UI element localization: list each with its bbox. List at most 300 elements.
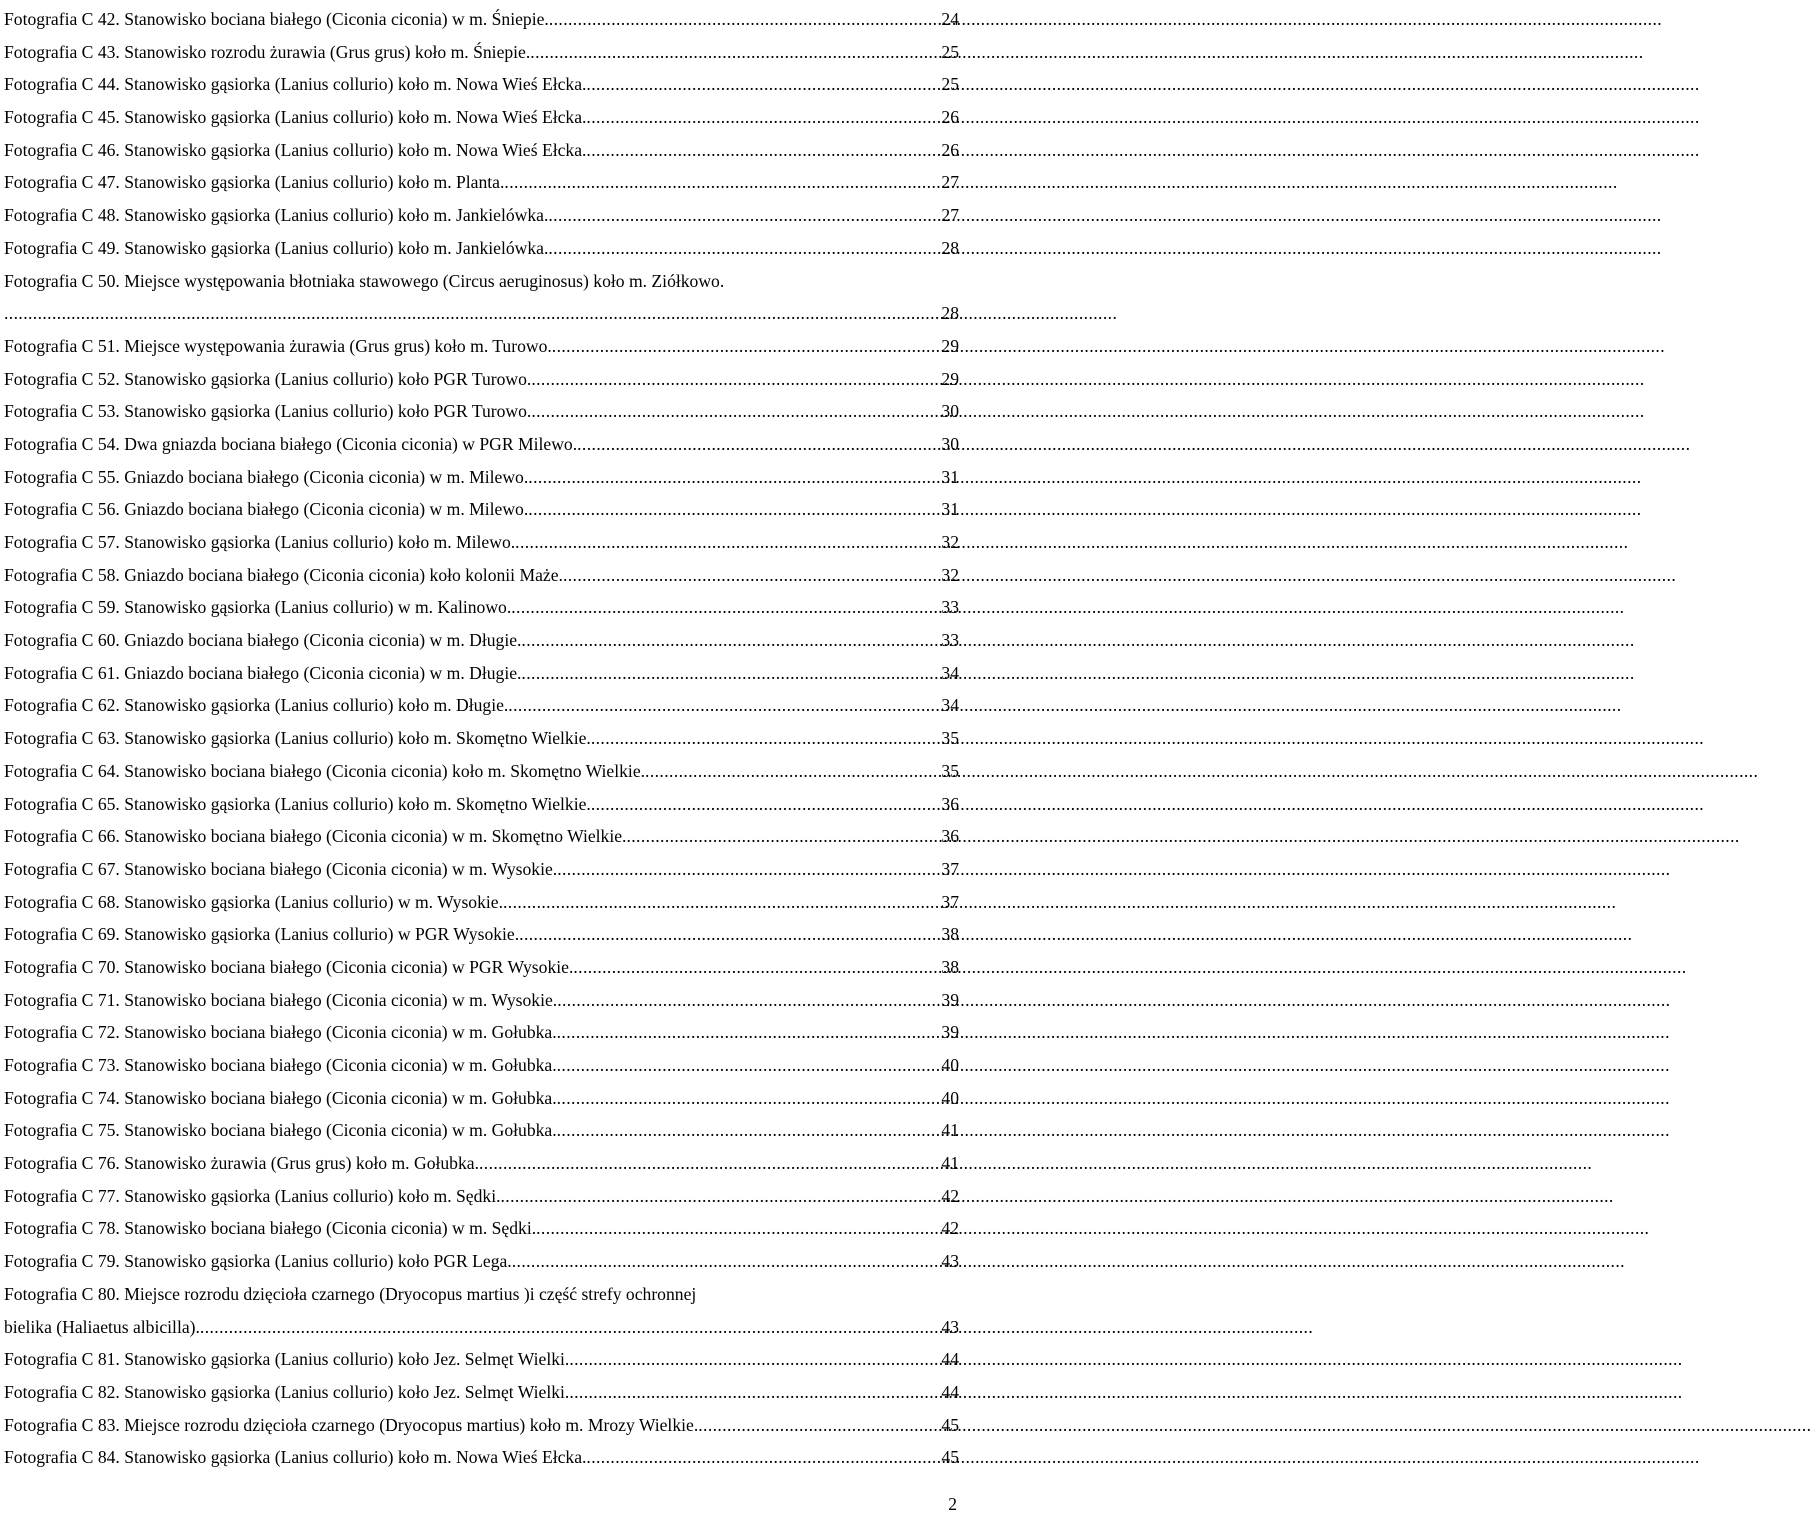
toc-entry-title: Stanowisko gąsiorka (Lanius collurio) koło Jez. Selmęt Wielki. (124, 1381, 570, 1402)
toc-entry-label: Fotografia C 55. (4, 466, 120, 487)
toc-leader-dots (503, 886, 939, 919)
toc-entry-label: Fotografia C 42. (4, 9, 120, 29)
toc-entry-text (4, 1441, 586, 1474)
toc-entry-page: 24 (941, 9, 959, 29)
toc-entry-page: 29 (941, 335, 959, 356)
toc-leader-dots (563, 559, 939, 592)
toc-entry-page: 32 (941, 532, 959, 553)
toc-leader-dots (569, 1376, 939, 1409)
toc-leader-dots (521, 624, 939, 657)
toc-leader-dots (557, 1114, 940, 1147)
toc-entry-line (4, 1343, 959, 1376)
toc-entry-text (4, 591, 511, 624)
toc-entry-title: Miejsce występowania błotniaka stawowego (Circus aeruginosus) koło m. Ziółkowo. (124, 270, 725, 291)
toc-entry-label: Fotografia C 63. (4, 728, 120, 749)
toc-entry-title: Stanowisko gąsiorka (Lanius collurio) koło PGR Lega. (124, 1251, 512, 1272)
toc-entry-page: 38 (941, 956, 959, 977)
toc-entry-label: Fotografia C 70. (4, 956, 120, 977)
toc-entry-title: Gniazdo bociana białego (Ciconia ciconia) w m. Długie. (124, 662, 522, 683)
toc-entry-label: Fotografia C 77. (4, 1185, 120, 1206)
toc-entry-title: Stanowisko bociana białego (Ciconia ciconia) w m. Śniepie. (124, 9, 549, 29)
toc-entry-line (4, 265, 959, 298)
toc-entry-line (4, 101, 959, 134)
toc-entry-line (4, 788, 959, 821)
toc-entry[interactable] (4, 1016, 959, 1049)
toc-entry-line (4, 330, 959, 363)
toc-leader-dots (569, 1343, 939, 1376)
toc-entry-text (4, 788, 591, 821)
toc-entry-text (4, 493, 528, 526)
toc-entry-line (4, 36, 959, 69)
toc-entry[interactable] (4, 36, 959, 69)
toc-entry-text (4, 755, 645, 788)
toc-entry-label: Fotografia C 53. (4, 401, 120, 422)
toc-entry[interactable] (4, 591, 959, 624)
toc-entry-page: 37 (941, 858, 959, 879)
toc-entry-title: Stanowisko gąsiorka (Lanius collurio) koło Jez. Selmęt Wielki. (124, 1349, 570, 1370)
toc-entry-page: 34 (941, 662, 959, 683)
toc-leader-dots (557, 1082, 940, 1115)
toc-entry-label: Fotografia C 64. (4, 760, 120, 781)
toc-leader-dots (528, 461, 939, 494)
toc-entry[interactable] (4, 493, 959, 526)
toc-entry-text (4, 68, 586, 101)
toc-entry-line (4, 984, 959, 1017)
toc-entry-title: Miejsce rozrodu dzięcioła czarnego (Dryocopus martius) koło m. Mrozy Wielkie. (124, 1414, 699, 1435)
toc-entry-text (4, 134, 586, 167)
toc-leader-dots (512, 1245, 940, 1278)
toc-entry[interactable] (4, 1376, 959, 1409)
toc-entry-title: Stanowisko gąsiorka (Lanius collurio) koło m. Milewo. (124, 532, 516, 553)
toc-entry-label: Fotografia C 68. (4, 891, 120, 912)
toc-entry-line (4, 853, 959, 886)
toc-leader-dots (557, 853, 939, 886)
toc-entry-page: 40 (941, 1055, 959, 1076)
toc-entry-text (4, 559, 563, 592)
toc-entry-line (4, 1278, 959, 1311)
toc-entry-label: Fotografia C 43. (4, 41, 120, 62)
toc-entry-page: 44 (941, 1381, 959, 1402)
toc-entry-label: Fotografia C 44. (4, 74, 120, 95)
toc-entry-page: 37 (941, 891, 959, 912)
toc-leader-dots (577, 428, 939, 461)
toc-entry-line (4, 428, 959, 461)
toc-entry-title: Stanowisko bociana białego (Ciconia ciconia) w m. Sędki. (124, 1218, 537, 1239)
toc-entry[interactable] (4, 1278, 959, 1343)
toc-entry-label: Fotografia C 59. (4, 597, 120, 618)
toc-leader-dots (626, 820, 939, 853)
toc-leader-dots (519, 918, 939, 951)
toc-entry-title: Stanowisko bociana białego (Ciconia ciconia) w PGR Wysokie. (124, 956, 574, 977)
toc-entry[interactable] (4, 951, 959, 984)
toc-entry-label: Fotografia C 66. (4, 826, 120, 847)
toc-entry-title: Stanowisko żurawia (Grus grus) koło m. Gołubka. (124, 1153, 479, 1174)
toc-entry-title: Stanowisko rozrodu żurawia (Grus grus) koło m. Śniepie. (124, 41, 531, 62)
toc-entry[interactable] (4, 68, 959, 101)
toc-entry-page: 36 (941, 793, 959, 814)
toc-entry-line (4, 232, 959, 265)
toc-entry-label: Fotografia C 57. (4, 532, 120, 553)
toc-leader-dots (645, 755, 939, 788)
toc-leader-dots (531, 363, 939, 396)
toc-entry-title: Stanowisko gąsiorka (Lanius collurio) koło m. Jankielówka. (124, 237, 549, 258)
toc-entry-line (4, 166, 959, 199)
toc-entry-text (4, 1082, 557, 1115)
toc-leader-dots (698, 1409, 939, 1442)
toc-leader-dots (586, 101, 939, 134)
toc-entry-line (4, 526, 959, 559)
toc-entry-text (4, 395, 531, 428)
toc-entry-page: 42 (941, 1218, 959, 1239)
toc-entry-page: 36 (941, 826, 959, 847)
toc-entry-title: Stanowisko bociana białego (Ciconia ciconia) w m. Gołubka. (124, 1120, 557, 1141)
toc-leader-dots (586, 68, 939, 101)
toc-entry[interactable] (4, 820, 959, 853)
toc-entry-label: Fotografia C 82. (4, 1381, 120, 1402)
toc-leader-dots (500, 1180, 939, 1213)
toc-entry-title: Gniazdo bociana białego (Ciconia ciconia) w m. Milewo. (124, 466, 529, 487)
toc-entry[interactable] (4, 1409, 959, 1442)
toc-entry-label: Fotografia C 72. (4, 1022, 120, 1043)
toc-entry-text (4, 199, 548, 232)
toc-leader-dots (591, 788, 940, 821)
toc-entry-page: 44 (941, 1349, 959, 1370)
toc-entry-text (4, 722, 591, 755)
toc-entry-title: Gniazdo bociana białego (Ciconia ciconia) koło kolonii Maże. (124, 564, 563, 585)
toc-entry[interactable] (4, 1049, 959, 1082)
toc-entry[interactable] (4, 526, 959, 559)
toc-entry[interactable] (4, 232, 959, 265)
toc-entry-page: 30 (941, 401, 959, 422)
toc-entry-title: Stanowisko gąsiorka (Lanius collurio) koło m. Sędki. (124, 1185, 501, 1206)
toc-entry[interactable] (4, 624, 959, 657)
toc-entry-title: Stanowisko gąsiorka (Lanius collurio) w m. Kalinowo. (124, 597, 512, 618)
toc-entry[interactable] (4, 199, 959, 232)
toc-entry-line (4, 493, 959, 526)
toc-entry-text (4, 461, 528, 494)
toc-entry-line (4, 1311, 959, 1344)
toc-entry-page: 35 (941, 760, 959, 781)
table-of-contents (4, 3, 959, 1474)
toc-entry-label: Fotografia C 61. (4, 662, 120, 683)
toc-entry-page: 39 (941, 1022, 959, 1043)
toc-leader-dots (586, 134, 939, 167)
toc-entry-text (4, 853, 557, 886)
toc-entry-page: 29 (941, 368, 959, 389)
toc-entry-page: 43 (941, 1316, 959, 1337)
toc-entry-title: Miejsce rozrodu dzięcioła czarnego (Dryocopus martius )i część strefy ochronnej (124, 1283, 697, 1304)
toc-entry-line (4, 886, 959, 919)
toc-leader-dots (548, 232, 939, 265)
toc-leader-dots (511, 591, 939, 624)
toc-leader-dots (515, 526, 939, 559)
page-number: 2 (948, 1494, 957, 1514)
toc-entry-page: 26 (941, 107, 959, 128)
toc-entry[interactable] (4, 1212, 959, 1245)
toc-entry-title: Miejsce występowania żurawia (Grus grus) koło m. Turowo. (124, 335, 552, 356)
toc-entry-title: Stanowisko gąsiorka (Lanius collurio) w PGR Wysokie. (124, 924, 520, 945)
toc-entry[interactable] (4, 166, 959, 199)
toc-entry-line (4, 363, 959, 396)
toc-entry-page: 35 (941, 728, 959, 749)
toc-entry-text (4, 101, 586, 134)
toc-entry[interactable] (4, 1180, 959, 1213)
toc-entry-text (4, 166, 504, 199)
toc-entry-title: Dwa gniazda bociana białego (Ciconia ciconia) w PGR Milewo. (124, 433, 578, 454)
toc-entry-line (4, 722, 959, 755)
toc-entry-line (4, 624, 959, 657)
toc-entry-title: Stanowisko gąsiorka (Lanius collurio) koło m. Nowa Wieś Ełcka. (124, 74, 587, 95)
toc-entry-text (4, 657, 521, 690)
toc-entry-label: Fotografia C 79. (4, 1251, 120, 1272)
toc-entry-line (4, 1441, 959, 1474)
toc-entry-title: Stanowisko bociana białego (Ciconia ciconia) w m. Skomętno Wielkie. (124, 826, 627, 847)
toc-entry-title: Stanowisko gąsiorka (Lanius collurio) koło m. Skomętno Wielkie. (124, 793, 591, 814)
toc-entry-line (4, 1409, 959, 1442)
toc-entry-title: Stanowisko gąsiorka (Lanius collurio) koło PGR Turowo. (124, 368, 532, 389)
toc-entry[interactable] (4, 134, 959, 167)
toc-leader-dots (586, 1441, 939, 1474)
toc-entry-label: Fotografia C 46. (4, 139, 120, 160)
toc-entry-text (4, 886, 503, 919)
toc-leader-dots (573, 951, 939, 984)
toc-entry[interactable] (4, 984, 959, 1017)
toc-entry[interactable] (4, 101, 959, 134)
toc-entry-page: 41 (941, 1120, 959, 1141)
toc-leader-dots (508, 689, 939, 722)
toc-entry-title: Stanowisko gąsiorka (Lanius collurio) koło m. Planta. (124, 172, 505, 193)
toc-entry-text (4, 1180, 500, 1213)
toc-leader-dots (479, 1147, 939, 1180)
toc-entry[interactable] (4, 330, 959, 363)
toc-entry-label: Fotografia C 75. (4, 1120, 120, 1141)
toc-entry[interactable] (4, 1147, 959, 1180)
toc-entry-title: Stanowisko bociana białego (Ciconia ciconia) w m. Gołubka. (124, 1055, 557, 1076)
toc-entry-page: 32 (941, 564, 959, 585)
toc-entry-text (4, 1212, 536, 1245)
toc-entry-line (4, 134, 959, 167)
toc-entry-label: Fotografia C 52. (4, 368, 120, 389)
toc-leader-dots (552, 330, 940, 363)
toc-entry[interactable] (4, 755, 959, 788)
toc-entry-text (4, 1343, 569, 1376)
toc-entry[interactable] (4, 1082, 959, 1115)
toc-entry-label: Fotografia C 83. (4, 1414, 120, 1435)
toc-entry-label: Fotografia C 71. (4, 989, 120, 1010)
toc-entry-line (4, 1049, 959, 1082)
toc-entry-line (4, 297, 959, 330)
toc-entry-title: Stanowisko bociana białego (Ciconia ciconia) w m. Gołubka. (124, 1022, 557, 1043)
toc-entry-text (4, 1409, 698, 1442)
toc-entry-label: Fotografia C 62. (4, 695, 120, 716)
toc-entry-label: Fotografia C 73. (4, 1055, 120, 1076)
toc-entry-title: Stanowisko gąsiorka (Lanius collurio) koło m. Skomętno Wielkie. (124, 728, 591, 749)
toc-entry-line (4, 657, 959, 690)
toc-entry-line (4, 1376, 959, 1409)
toc-entry[interactable] (4, 657, 959, 690)
toc-entry-text (4, 984, 557, 1017)
toc-entry-text (4, 1245, 512, 1278)
toc-entry-label: Fotografia C 56. (4, 499, 120, 520)
toc-entry-page: 45 (941, 1447, 959, 1468)
toc-entry-text (4, 526, 515, 559)
toc-entry-label: Fotografia C 69. (4, 924, 120, 945)
toc-entry-page: 33 (941, 597, 959, 618)
toc-leader-dots (200, 1311, 940, 1344)
toc-entry-line (4, 395, 959, 428)
toc-entry-title: Stanowisko bociana białego (Ciconia ciconia) w m. Gołubka. (124, 1087, 557, 1108)
toc-entry-title: Stanowisko gąsiorka (Lanius collurio) koło m. Nowa Wieś Ełcka. (124, 1447, 587, 1468)
toc-entry-title: Stanowisko bociana białego (Ciconia ciconia) w m. Wysokie. (124, 858, 558, 879)
toc-entry-title: Stanowisko gąsiorka (Lanius collurio) koło m. Nowa Wieś Ełcka. (124, 107, 587, 128)
toc-entry-page: 31 (941, 499, 959, 520)
toc-entry-page: 39 (941, 989, 959, 1010)
toc-entry-text (4, 363, 531, 396)
toc-leader-dots (504, 166, 939, 199)
toc-entry-label: Fotografia C 49. (4, 237, 120, 258)
toc-entry-text (4, 330, 552, 363)
toc-entry[interactable] (4, 853, 959, 886)
toc-entry-label: Fotografia C 50. (4, 270, 120, 291)
toc-entry-page: 42 (941, 1185, 959, 1206)
toc-entry[interactable] (4, 788, 959, 821)
toc-entry-text (4, 624, 521, 657)
toc-leader-dots (549, 3, 940, 36)
toc-entry[interactable] (4, 395, 959, 428)
toc-entry-title: Stanowisko bociana białego (Ciconia ciconia) koło m. Skomętno Wielkie. (124, 760, 646, 781)
toc-entry-line (4, 918, 959, 951)
toc-entry-line (4, 1147, 959, 1180)
toc-entry-text (4, 1147, 479, 1180)
toc-entry-line (4, 591, 959, 624)
toc-entry-text (4, 820, 626, 853)
toc-leader-dots (591, 722, 940, 755)
toc-entry-text (4, 1049, 557, 1082)
toc-entry[interactable] (4, 1245, 959, 1278)
toc-entry-line (4, 755, 959, 788)
toc-entry-label: Fotografia C 74. (4, 1087, 120, 1108)
toc-entry-label: Fotografia C 81. (4, 1349, 120, 1370)
toc-entry-label: Fotografia C 84. (4, 1447, 120, 1468)
toc-leader-dots (557, 1049, 940, 1082)
toc-entry-page: 27 (941, 172, 959, 193)
toc-entry-text (4, 1376, 569, 1409)
toc-entry-line (4, 461, 959, 494)
toc-entry-label: Fotografia C 60. (4, 630, 120, 651)
toc-leader-dots (530, 36, 939, 69)
toc-entry-page: 28 (941, 237, 959, 258)
toc-entry-text (4, 232, 548, 265)
toc-entry-text (4, 1016, 557, 1049)
toc-entry-text (4, 918, 519, 951)
toc-entry-page: 26 (941, 139, 959, 160)
toc-entry-label: Fotografia C 58. (4, 564, 120, 585)
toc-entry-label: Fotografia C 48. (4, 205, 120, 226)
toc-entry-title: Stanowisko gąsiorka (Lanius collurio) w m. Wysokie. (124, 891, 503, 912)
toc-entry-line (4, 68, 959, 101)
toc-entry-page: 43 (941, 1251, 959, 1272)
toc-entry[interactable] (4, 428, 959, 461)
toc-entry-title: Stanowisko gąsiorka (Lanius collurio) koło PGR Turowo. (124, 401, 532, 422)
toc-entry-label: Fotografia C 54. (4, 433, 120, 454)
toc-leader-dots (557, 984, 939, 1017)
toc-entry-page: 34 (941, 695, 959, 716)
toc-entry-line (4, 1016, 959, 1049)
toc-entry[interactable] (4, 886, 959, 919)
toc-entry-line (4, 951, 959, 984)
toc-entry-page: 25 (941, 41, 959, 62)
toc-entry[interactable] (4, 265, 959, 330)
toc-entry-line (4, 1082, 959, 1115)
toc-entry-page: 30 (941, 433, 959, 454)
toc-entry-title-continuation: bielika (Haliaetus albicilla). (4, 1316, 200, 1337)
toc-entry-page: 33 (941, 630, 959, 651)
toc-entry[interactable] (4, 722, 959, 755)
toc-entry-line (4, 3, 959, 36)
toc-entry-line (4, 199, 959, 232)
toc-entry-label: Fotografia C 80. (4, 1283, 120, 1304)
toc-entry-title: Gniazdo bociana białego (Ciconia ciconia) w m. Milewo. (124, 499, 529, 520)
toc-entry-page: 38 (941, 924, 959, 945)
toc-entry-text (4, 689, 508, 722)
toc-entry[interactable] (4, 1114, 959, 1147)
toc-leader-dots (536, 1212, 939, 1245)
toc-leader-dots (557, 1016, 940, 1049)
toc-leader-dots (528, 493, 939, 526)
toc-entry-title: Stanowisko gąsiorka (Lanius collurio) koło m. Jankielówka. (124, 205, 549, 226)
toc-entry-text (4, 3, 549, 36)
toc-entry-line (4, 1180, 959, 1213)
toc-entry-title: Stanowisko bociana białego (Ciconia ciconia) w m. Wysokie. (124, 989, 558, 1010)
toc-entry-text (4, 951, 573, 984)
toc-entry[interactable] (4, 559, 959, 592)
toc-entry[interactable] (4, 3, 959, 36)
toc-entry-label: Fotografia C 51. (4, 335, 120, 356)
toc-entry-page: 27 (941, 205, 959, 226)
toc-leader-dots (4, 297, 939, 330)
toc-entry-label: Fotografia C 47. (4, 172, 120, 193)
toc-entry[interactable] (4, 1441, 959, 1474)
toc-entry-text (4, 428, 577, 461)
toc-entry-title: Gniazdo bociana białego (Ciconia ciconia) w m. Długie. (124, 630, 522, 651)
toc-entry-label: Fotografia C 45. (4, 107, 120, 128)
toc-entry[interactable] (4, 1343, 959, 1376)
toc-entry[interactable] (4, 363, 959, 396)
toc-entry-line (4, 559, 959, 592)
toc-leader-dots (521, 657, 939, 690)
toc-entry[interactable] (4, 918, 959, 951)
toc-entry-line (4, 1212, 959, 1245)
toc-entry[interactable] (4, 461, 959, 494)
toc-entry-line (4, 820, 959, 853)
toc-entry-text (4, 1114, 557, 1147)
toc-entry[interactable] (4, 689, 959, 722)
toc-entry-line (4, 689, 959, 722)
toc-entry-page: 28 (941, 303, 959, 324)
toc-leader-dots (531, 395, 939, 428)
toc-entry-page: 31 (941, 466, 959, 487)
toc-entry-page: 45 (941, 1414, 959, 1435)
toc-entry-text (4, 36, 530, 69)
toc-entry-line (4, 1245, 959, 1278)
toc-entry-label: Fotografia C 65. (4, 793, 120, 814)
toc-entry-title: Stanowisko gąsiorka (Lanius collurio) koło m. Nowa Wieś Ełcka. (124, 139, 587, 160)
toc-entry-page: 25 (941, 74, 959, 95)
toc-entry-label: Fotografia C 76. (4, 1153, 120, 1174)
toc-entry-label: Fotografia C 78. (4, 1218, 120, 1239)
toc-leader-dots (548, 199, 939, 232)
toc-entry-label: Fotografia C 67. (4, 858, 120, 879)
